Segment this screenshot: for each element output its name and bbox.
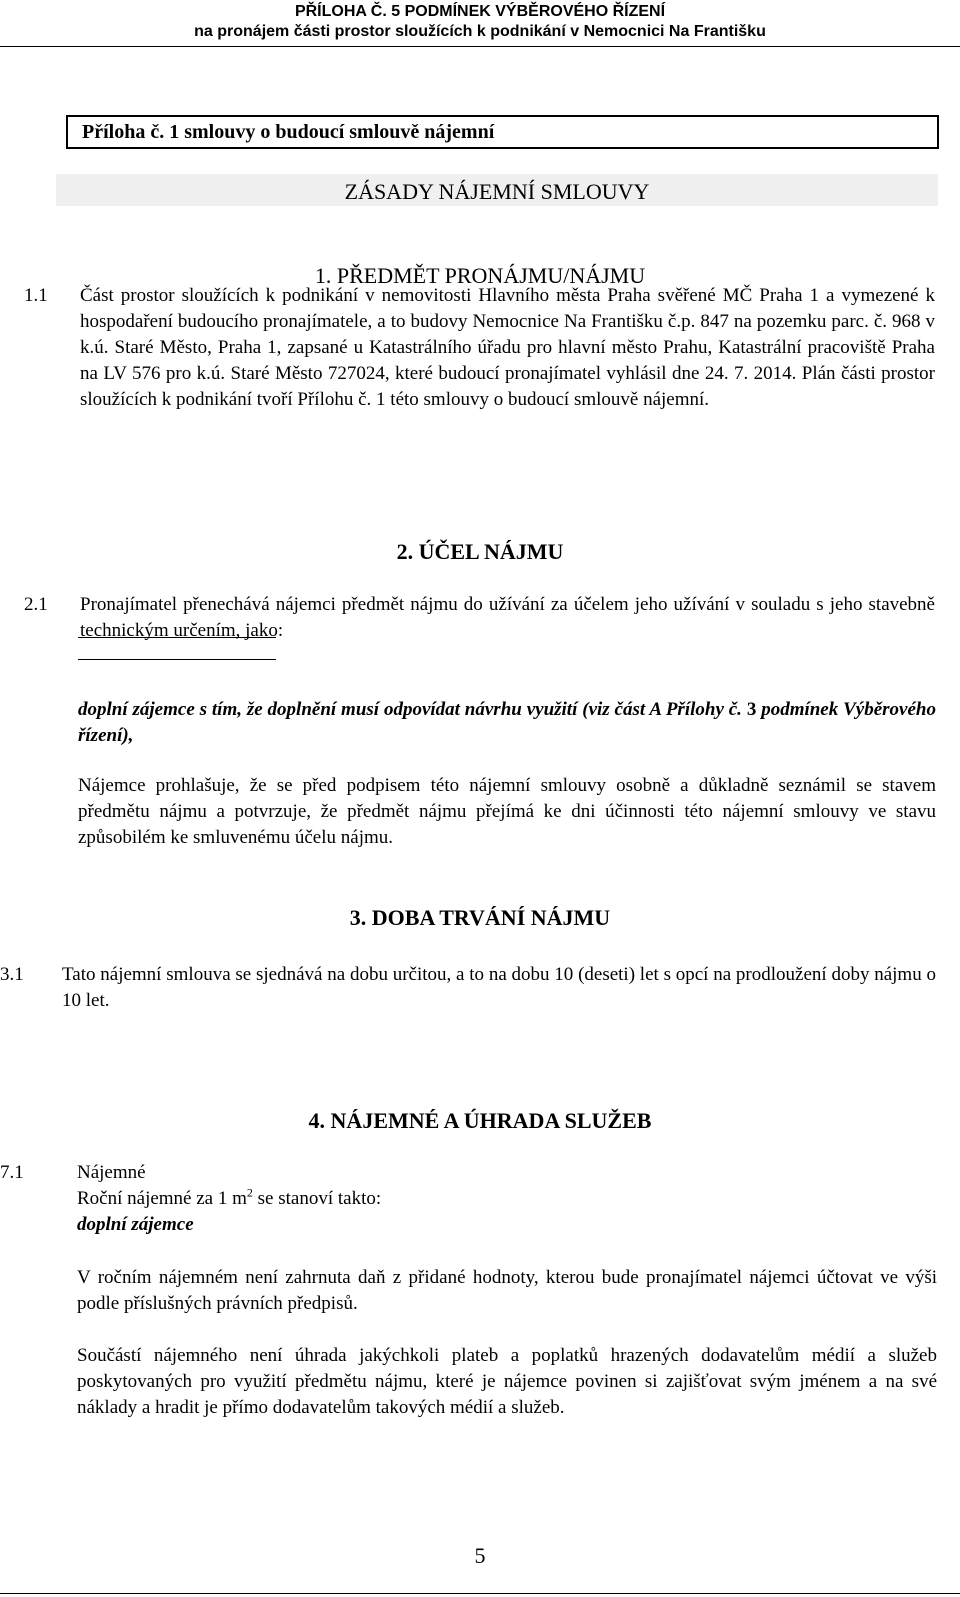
rent-label: Nájemné bbox=[77, 1162, 146, 1183]
instruction-text: doplní zájemce s tím, že doplnění musí odpovídat návrhu využití (viz část A Přílohy č. bbox=[78, 699, 742, 720]
instruction-end: podmínek Výběrového řízení), bbox=[78, 699, 936, 746]
clause-2-1-declaration: Nájemce prohlašuje, že se před podpisem této nájemní smlouvy osobně a důkladně seznámil se stavem předmětu nájmu a potvrzuje, že předmět nájmu přejímá ke dni účinnosti této nájemní smlouvy ve stavu způsobilém ke smluvenému účelu nájmu. bbox=[78, 775, 936, 848]
section-title-2: 2. ÚČEL NÁJMU bbox=[396, 539, 564, 564]
clause-number-2-1: 2.1 bbox=[24, 594, 48, 615]
instruction-number: 3 bbox=[746, 699, 757, 720]
fill-in-line bbox=[78, 659, 276, 660]
clause-2-1-instruction bbox=[78, 697, 936, 749]
document-title: ZÁSADY NÁJEMNÍ SMLOUVY bbox=[56, 174, 938, 206]
section-title-3: 3. DOBA TRVÁNÍ NÁJMU bbox=[349, 905, 611, 930]
clause-number-7-1: 7.1 bbox=[0, 1162, 24, 1183]
page-number: 5 bbox=[474, 1543, 486, 1568]
rent-annual: Roční nájemné za 1 $m^2$ se stanoví takto: bbox=[77, 1185, 382, 1209]
annex-title-box: Příloha č. 1 smlouvy o budoucí smlouvě nájemní bbox=[66, 115, 939, 149]
clause-3-1-text: Tato nájemní smlouva se sjednává na dobu určitou, a to na dobu 10 (deseti) let s opcí na prodloužení doby nájmu o 10 let. bbox=[62, 964, 936, 1011]
section-title-1: 1. PŘEDMĚT PRONÁJMU/NÁJMU bbox=[314, 263, 646, 288]
header-subtitle: na pronájem části prostor sloužících k podnikání v Nemocnici Na Františku bbox=[194, 23, 766, 40]
clause-number-1-1: 1.1 bbox=[24, 285, 48, 306]
section-title-4: 4. NÁJEMNÉ A ÚHRADA SLUŽEB bbox=[308, 1108, 652, 1133]
footer-divider bbox=[0, 1593, 960, 1594]
header-title: PŘÍLOHA Č. 5 PODMÍNEK VÝBĚROVÉHO ŘÍZENÍ bbox=[294, 3, 666, 20]
clause-1-1-text: Část prostor sloužících k podnikání v nemovitosti Hlavního města Praha svěřené MČ Praha 1 a vymezené k hospodaření budoucího pronajímatele, a to budovy Nemocnice Na Františku č.p. 847 na pozemku parc. č. 968 v k.ú. Staré Město, Praha 1, zapsané u Katastrálního úřadu pro hlavní město Prahu, Katastrální pracoviště Praha na LV 576 pro k.ú. Staré Město 727024, které budoucí pronajímatel vyhlásil dne 24. 7. 2014. Plán části prostor sloužících k podnikání tvoří Přílohu č. 1 této smlouvy o budoucí smlouvě nájemní. bbox=[80, 285, 935, 410]
clause-number-3-1: 3.1 bbox=[0, 964, 24, 985]
clause-2-1-text: Pronajímatel přenechává nájemci předmět nájmu do užívání za účelem jeho užívání v souladu s jeho stavebně technickým určením, jako: bbox=[80, 594, 935, 641]
header-divider bbox=[0, 46, 960, 47]
rent-services-note: Součástí nájemného není úhrada jakýchkoli plateb a poplatků hrazených dodavatelům médií a služeb poskytovaných pro využití předmětu nájmu, které je nájemce povinen si zajišťovat svým jménem a na své náklady a hradit je přímo dodavatelům takových médií a služeb. bbox=[77, 1345, 937, 1418]
fill-in-line bbox=[78, 637, 276, 638]
rent-fill-in: doplní zájemce bbox=[77, 1214, 194, 1235]
clause-7-1-text bbox=[77, 1160, 937, 1238]
rent-vat-note: V ročním nájemném není zahrnuta daň z přidané hodnoty, kterou bude pronajímatel nájemci účtovat ve výši podle příslušných právních předpisů. bbox=[77, 1267, 937, 1314]
